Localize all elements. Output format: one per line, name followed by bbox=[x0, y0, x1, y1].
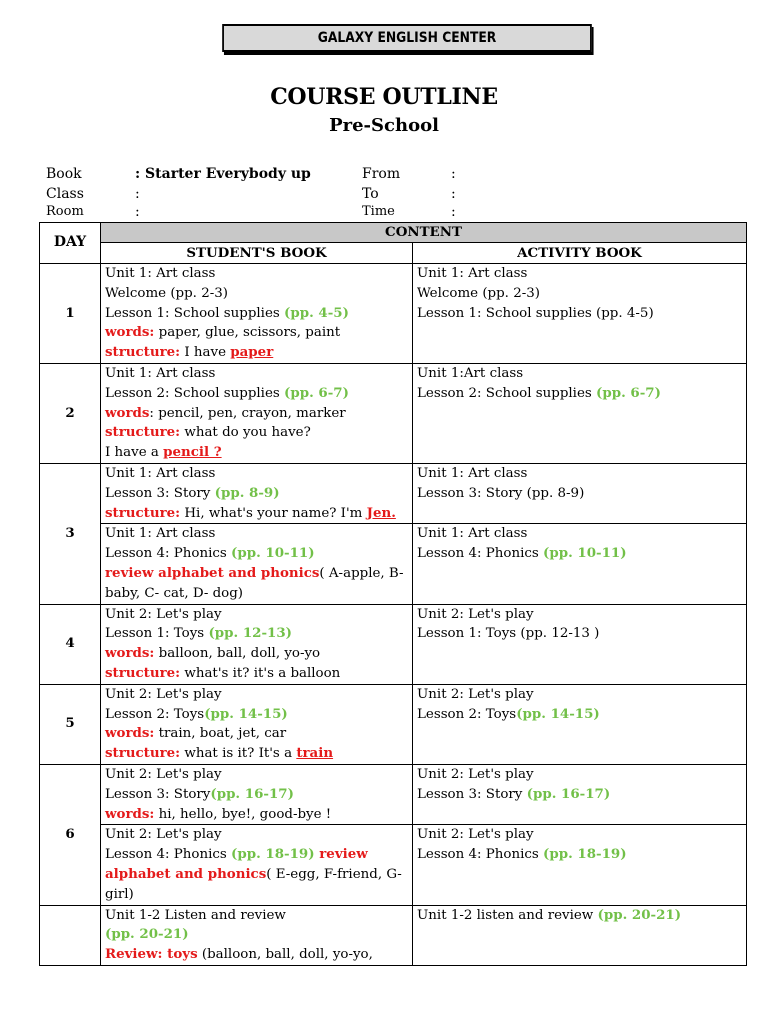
room-value: : bbox=[135, 204, 140, 220]
cell-line: Lesson 3: Story (pp. 8-9) bbox=[417, 485, 585, 501]
cell-line bbox=[105, 785, 408, 805]
cell-line: Unit 1: Art class bbox=[417, 526, 528, 542]
cell-line: Unit 1:Art class bbox=[417, 365, 524, 381]
cell-line: Unit 2: Let's play bbox=[105, 827, 222, 843]
words-text: train, boat, jet, car bbox=[154, 726, 287, 742]
students-book-cell bbox=[101, 764, 413, 824]
page-ref: (pp. 20-21) bbox=[597, 906, 682, 923]
table-header-row bbox=[40, 223, 747, 243]
cell-line: Unit 1: Art class bbox=[105, 465, 216, 481]
structure-keyword: Jen. bbox=[366, 504, 396, 521]
cell-line bbox=[105, 504, 408, 524]
structure-text: I have a bbox=[105, 445, 164, 461]
day-number: 2 bbox=[40, 363, 101, 463]
words-text: : pencil, pen, crayon, marker bbox=[149, 405, 346, 421]
cell-line: Unit 1: Art class bbox=[417, 465, 528, 481]
lesson-text: Lesson 4: Phonics bbox=[105, 847, 232, 863]
cell-line bbox=[105, 544, 408, 564]
activity-book-cell bbox=[413, 463, 747, 523]
to-value: : bbox=[451, 186, 456, 202]
cell-line bbox=[105, 744, 408, 764]
structure-label: structure: bbox=[105, 424, 181, 441]
structure-keyword: pencil ? bbox=[163, 444, 222, 461]
structure-label: structure: bbox=[105, 344, 181, 361]
structure-text: Hi, what's your name? I'm bbox=[180, 505, 367, 521]
class-value: : bbox=[135, 186, 140, 202]
words-text: hi, hello, bye!, good-bye ! bbox=[154, 806, 332, 822]
cell-line: Unit 1: Art class bbox=[105, 365, 216, 381]
structure-label: structure: bbox=[105, 745, 181, 762]
words-label: words: bbox=[105, 725, 155, 742]
structure-label: structure: bbox=[105, 504, 181, 521]
review-text: ( A-apple, B- baby, C- cat, D- dog) bbox=[105, 565, 404, 601]
page-title: COURSE OUTLINE bbox=[270, 84, 498, 110]
page-ref: (pp. 10-11) bbox=[543, 545, 627, 562]
page-ref: (pp. 14-15) bbox=[516, 705, 600, 722]
content-header: CONTENT bbox=[101, 223, 747, 243]
cell-line bbox=[105, 423, 408, 443]
cell-line bbox=[105, 384, 408, 404]
students-book-cell bbox=[101, 684, 413, 764]
students-book-cell bbox=[101, 604, 413, 684]
cell-line: Lesson 1: Toys (pp. 12-13 ) bbox=[417, 626, 600, 642]
activity-book-cell bbox=[413, 684, 747, 764]
structure-text: what is it? It's a bbox=[180, 746, 297, 762]
activity-book-header: ACTIVITY BOOK bbox=[413, 243, 747, 264]
structure-keyword: train bbox=[296, 745, 334, 762]
lesson-text: Lesson 2: Toys bbox=[105, 706, 205, 722]
lesson-text: Lesson 4: Phonics bbox=[105, 546, 232, 562]
time-label: Time bbox=[362, 204, 395, 219]
students-book-cell bbox=[101, 825, 413, 905]
day-header: DAY bbox=[40, 223, 101, 264]
cell-line bbox=[417, 544, 742, 564]
words-label: words: bbox=[105, 324, 155, 341]
students-book-cell bbox=[101, 524, 413, 604]
review-label: Review: toys bbox=[105, 946, 198, 963]
cell-line bbox=[417, 785, 742, 805]
cell-line bbox=[105, 624, 408, 644]
students-book-cell bbox=[101, 463, 413, 523]
words-label: words: bbox=[105, 645, 155, 662]
cell-line: Unit 2: Let's play bbox=[105, 606, 222, 622]
center-name: GALAXY ENGLISH CENTER bbox=[317, 30, 497, 46]
students-book-header: STUDENT'S BOOK bbox=[101, 243, 413, 264]
page-ref: (pp. 20-21) bbox=[105, 926, 189, 943]
book-label: Book bbox=[46, 166, 82, 182]
cell-line: Unit 2: Let's play bbox=[417, 606, 534, 622]
day-number: 3 bbox=[40, 463, 101, 604]
cell-line bbox=[105, 484, 408, 504]
lesson-text: Lesson 1: Toys bbox=[105, 626, 209, 642]
from-value: : bbox=[451, 166, 456, 182]
lesson-text: Lesson 2: School supplies bbox=[105, 385, 285, 401]
page-ref: (pp. 16-17) bbox=[526, 785, 611, 802]
time-value: : bbox=[451, 204, 456, 220]
structure-text: what's it? it's a balloon bbox=[180, 665, 341, 681]
table-row bbox=[40, 825, 747, 905]
page-ref: (pp. 6-7) bbox=[284, 384, 349, 401]
page-ref: (pp. 6-7) bbox=[596, 384, 661, 401]
activity-book-cell bbox=[413, 764, 747, 824]
page-ref: (pp. 18-19) bbox=[543, 846, 627, 863]
cell-line bbox=[105, 404, 408, 424]
structure-text: I have bbox=[180, 345, 231, 361]
cell-line bbox=[417, 845, 742, 865]
cell-line: Welcome (pp. 2-3) bbox=[417, 285, 540, 301]
words-text: paper, glue, scissors, paint bbox=[154, 325, 341, 341]
lesson-text: Lesson 2: School supplies bbox=[417, 385, 597, 401]
cell-line bbox=[105, 343, 408, 363]
lesson-text: Lesson 2: Toys bbox=[417, 706, 517, 722]
cell-line: Unit 1: Art class bbox=[105, 266, 216, 281]
cell-line: Welcome (pp. 2-3) bbox=[105, 285, 228, 301]
table-row bbox=[40, 524, 747, 604]
table-row bbox=[40, 604, 747, 684]
cell-line: Unit 1-2 Listen and review bbox=[105, 907, 286, 923]
cell-line: Unit 2: Let's play bbox=[417, 827, 534, 843]
structure-text: what do you have? bbox=[180, 425, 311, 441]
table-row bbox=[40, 264, 747, 364]
review-text: (balloon, ball, doll, yo-yo, bbox=[197, 947, 373, 963]
lesson-text: Lesson 1: School supplies bbox=[105, 305, 285, 321]
activity-book-cell bbox=[413, 604, 747, 684]
words-label: words bbox=[105, 404, 150, 421]
cell-line bbox=[417, 906, 742, 926]
structure-keyword: paper bbox=[230, 344, 274, 361]
day-number bbox=[40, 905, 101, 965]
page-ref: (pp. 12-13) bbox=[208, 625, 292, 642]
page-ref: (pp. 16-17) bbox=[210, 785, 294, 802]
cell-line bbox=[105, 945, 408, 965]
cell-line bbox=[417, 705, 742, 725]
students-book-cell bbox=[101, 905, 413, 965]
cell-line: Unit 1: Art class bbox=[105, 526, 216, 542]
cell-line bbox=[105, 443, 408, 463]
page-ref: (pp. 18-19) bbox=[231, 846, 315, 863]
table-row bbox=[40, 363, 747, 463]
lesson-text: Lesson 3: Story bbox=[105, 786, 211, 802]
cell-line bbox=[105, 304, 408, 324]
page-ref: (pp. 4-5) bbox=[284, 304, 349, 321]
to-label: To bbox=[362, 186, 379, 202]
cell-line bbox=[105, 845, 408, 904]
table-row bbox=[40, 463, 747, 523]
review-label: review alphabet and phonics bbox=[105, 846, 368, 882]
cell-line: Unit 2: Let's play bbox=[105, 686, 222, 702]
activity-book-cell bbox=[413, 363, 747, 463]
lesson-text: Lesson 3: Story bbox=[417, 786, 527, 802]
students-book-cell bbox=[101, 363, 413, 463]
students-book-cell bbox=[101, 264, 413, 364]
structure-label: structure: bbox=[105, 664, 181, 681]
cell-line bbox=[105, 564, 408, 604]
cell-line bbox=[105, 724, 408, 744]
words-label: words: bbox=[105, 805, 155, 822]
review-text: ( E-egg, F-friend, G-girl) bbox=[105, 866, 402, 902]
page-subtitle: Pre-School bbox=[329, 115, 439, 136]
page-ref: (pp. 8-9) bbox=[214, 484, 280, 501]
cell-line: Unit 2: Let's play bbox=[417, 766, 534, 782]
table-subheader-row bbox=[40, 243, 747, 264]
activity-book-cell bbox=[413, 524, 747, 604]
cell-line: Lesson 1: School supplies (pp. 4-5) bbox=[417, 305, 654, 321]
table-row bbox=[40, 905, 747, 965]
cell-line: Unit 2: Let's play bbox=[105, 766, 222, 782]
cell-line: Unit 2: Let's play bbox=[417, 686, 534, 702]
activity-book-cell bbox=[413, 264, 747, 364]
cell-line bbox=[105, 323, 408, 343]
table-row bbox=[40, 684, 747, 764]
from-label: From bbox=[362, 166, 401, 182]
cell-line bbox=[105, 805, 408, 825]
review-label: review alphabet and phonics bbox=[105, 564, 320, 581]
cell-line bbox=[105, 644, 408, 664]
words-text: balloon, ball, doll, yo-yo bbox=[154, 646, 321, 662]
day-number: 5 bbox=[40, 684, 101, 764]
lesson-text: Unit 1-2 listen and review bbox=[417, 907, 598, 923]
cell-line bbox=[417, 384, 742, 404]
book-value: : Starter Everybody up bbox=[135, 166, 311, 182]
center-name-banner bbox=[222, 24, 592, 52]
lesson-text: Lesson 3: Story bbox=[105, 485, 215, 501]
lesson-text: Lesson 4: Phonics bbox=[417, 546, 544, 562]
cell-line bbox=[105, 664, 408, 684]
class-label: Class bbox=[46, 186, 84, 202]
cell-line: Unit 1: Art class bbox=[417, 266, 528, 281]
cell-line bbox=[105, 705, 408, 725]
page-ref: (pp. 14-15) bbox=[204, 705, 288, 722]
activity-book-cell bbox=[413, 905, 747, 965]
day-number: 6 bbox=[40, 764, 101, 905]
page-ref: (pp. 10-11) bbox=[231, 545, 315, 562]
day-number: 1 bbox=[40, 264, 101, 364]
day-number: 4 bbox=[40, 604, 101, 684]
lesson-text: Lesson 4: Phonics bbox=[417, 847, 544, 863]
table-row bbox=[40, 764, 747, 824]
course-outline-table bbox=[39, 222, 747, 966]
activity-book-cell bbox=[413, 825, 747, 905]
room-label: Room bbox=[46, 204, 84, 219]
